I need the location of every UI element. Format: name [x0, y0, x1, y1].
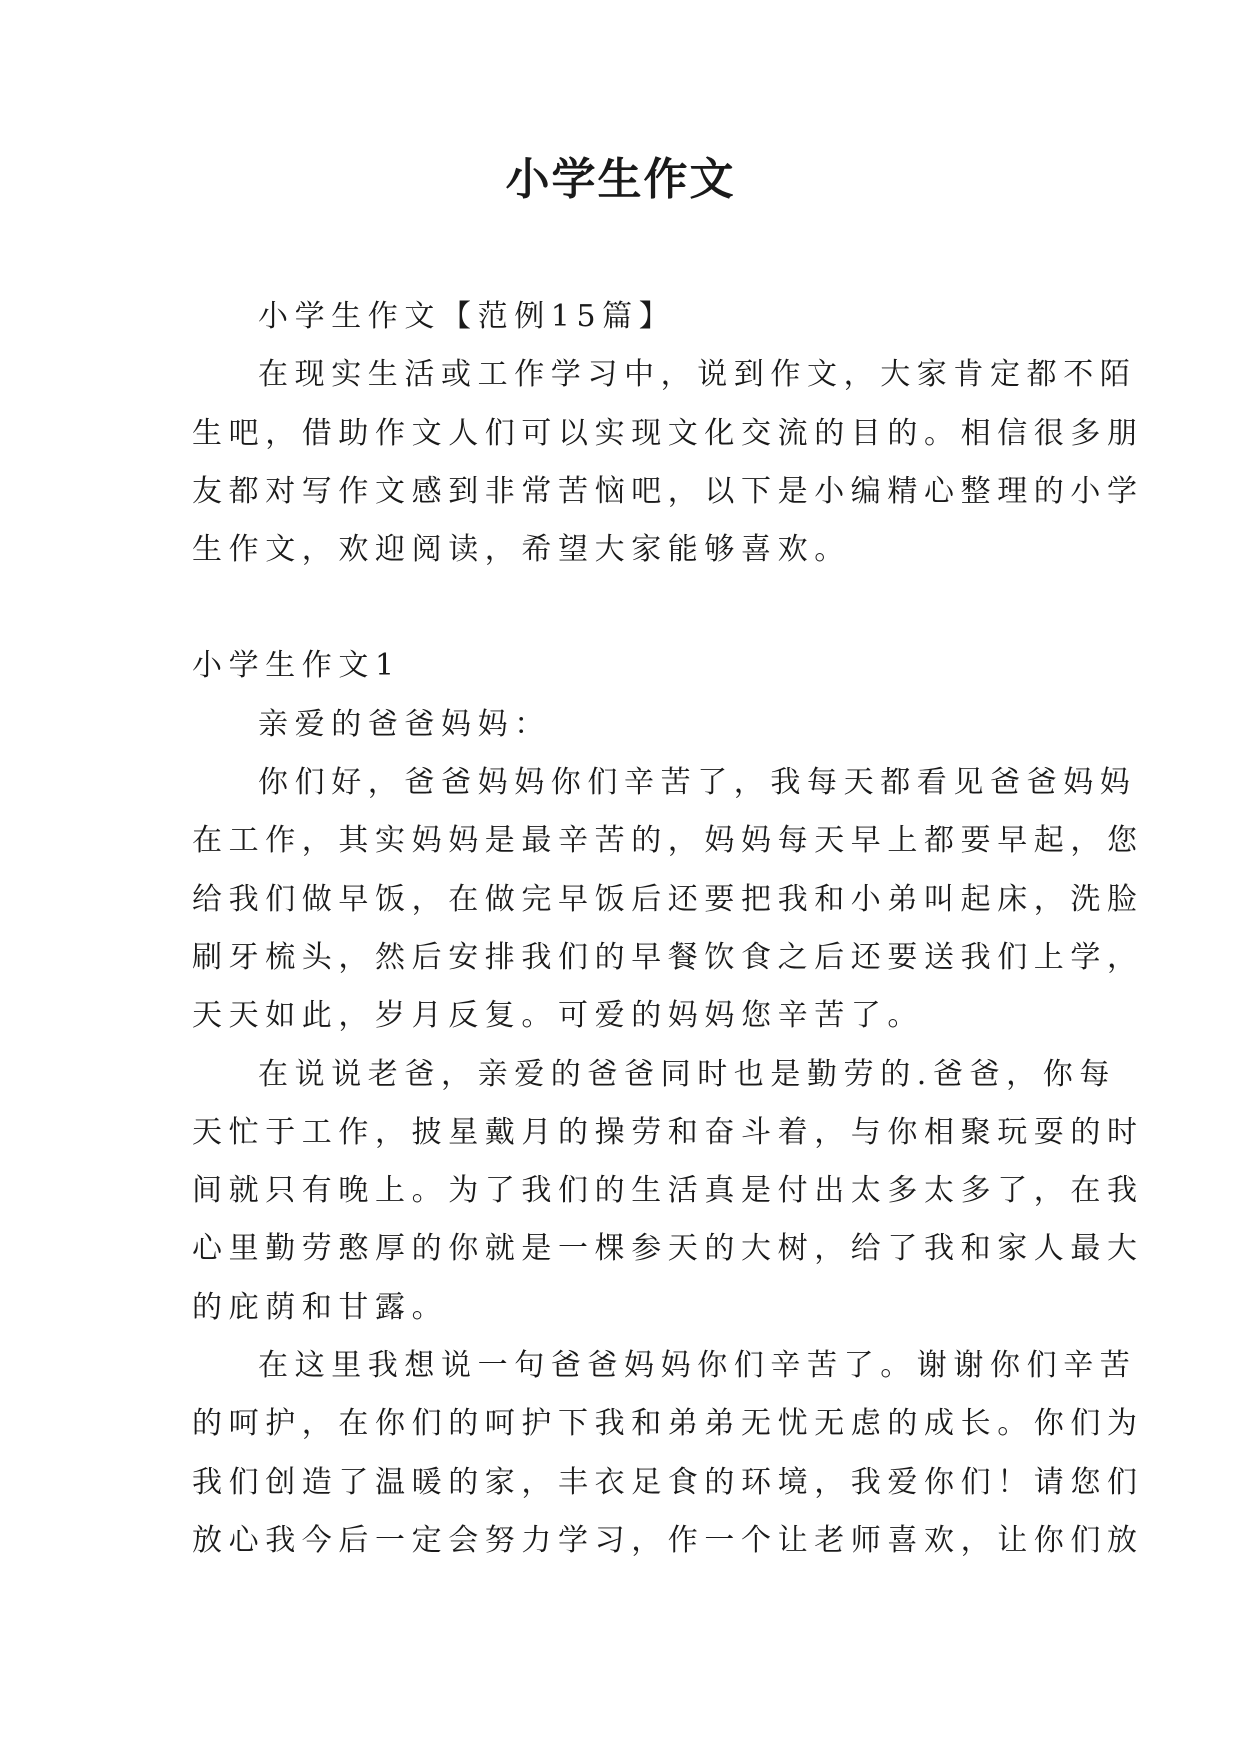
essay-paragraph-2 [192, 1046, 1144, 1337]
paragraph-line: 在说说老爸，亲爱的爸爸同时也是勤劳的.爸爸，你每 [258, 1056, 1116, 1092]
paragraph-line: 在这里我想说一句爸爸妈妈你们辛苦了。谢谢你们辛苦 [258, 1348, 1137, 1384]
intro-line: 生吧，借助作文人们可以实现文化交流的目的。相信很多朋 [192, 415, 1144, 451]
section-gap [192, 579, 1052, 637]
intro-line: 友都对写作文感到非常苦恼吧，以下是小编精心整理的小学 [192, 473, 1144, 509]
document-title: 小学生作文 [505, 154, 736, 205]
paragraph-line: 天天如此，岁月反复。可爱的妈妈您辛苦了。 [192, 998, 924, 1034]
document-body [192, 288, 1144, 1570]
essay-heading: 小学生作文1 [192, 648, 401, 684]
essay-paragraph-3 [192, 1337, 1144, 1570]
letter-greeting: 亲爱的爸爸妈妈： [258, 706, 551, 742]
paragraph-line: 我们创造了温暖的家，丰衣足食的环境，我爱你们！请您们 [192, 1464, 1144, 1500]
intro-paragraph [192, 346, 1144, 579]
paragraph-line: 在工作，其实妈妈是最辛苦的，妈妈每天早上都要早起，您 [192, 823, 1144, 859]
paragraph-line: 的庇荫和甘露。 [192, 1289, 449, 1325]
paragraph-line: 的呵护，在你们的呵护下我和弟弟无忧无虑的成长。你们为 [192, 1406, 1144, 1442]
paragraph-line: 间就只有晚上。为了我们的生活真是付出太多太多了，在我 [192, 1173, 1144, 1209]
paragraph-line: 你们好，爸爸妈妈你们辛苦了，我每天都看见爸爸妈妈 [258, 765, 1137, 801]
paragraph-line: 放心我今后一定会努力学习，作一个让老师喜欢，让你们放 [192, 1522, 1144, 1558]
intro-line: 生作文，欢迎阅读，希望大家能够喜欢。 [192, 532, 851, 568]
essay-paragraph-1 [192, 754, 1144, 1045]
paragraph-line: 刷牙梳头，然后安排我们的早餐饮食之后还要送我们上学， [192, 939, 1144, 975]
paragraph-line: 心里勤劳憨厚的你就是一棵参天的大树，给了我和家人最大 [192, 1231, 1144, 1267]
document-subtitle: 小学生作文【范例15篇】 [258, 299, 676, 334]
paragraph-line: 给我们做早饭，在做完早饭后还要把我和小弟叫起床，洗脸 [192, 881, 1144, 917]
intro-line: 在现实生活或工作学习中，说到作文，大家肯定都不陌 [258, 357, 1137, 393]
paragraph-line: 天忙于工作，披星戴月的操劳和奋斗着，与你相聚玩耍的时 [192, 1114, 1144, 1150]
